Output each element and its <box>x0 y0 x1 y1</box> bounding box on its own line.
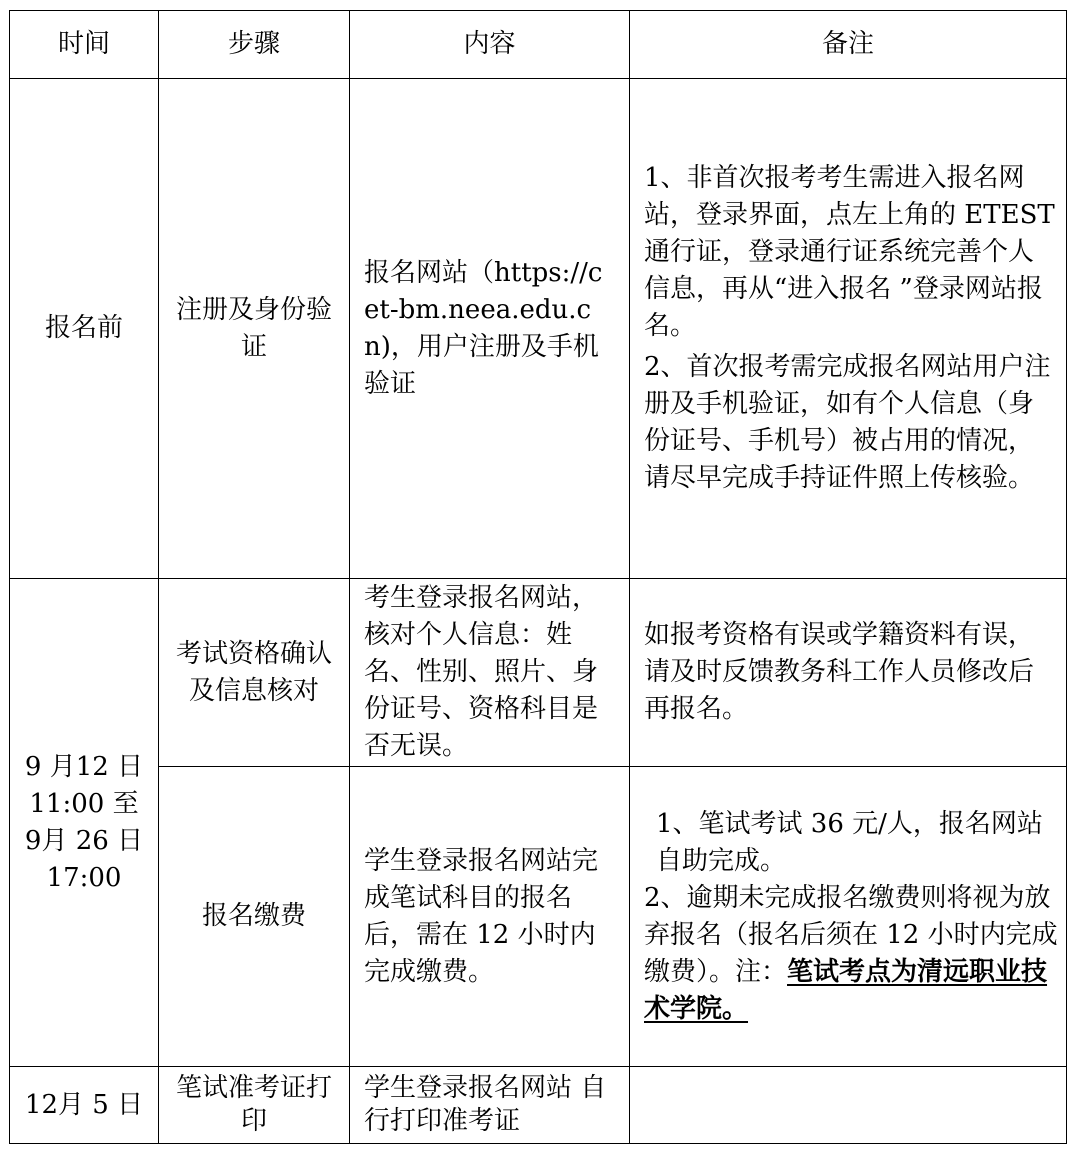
row2-content: 考生登录报名网站，核对个人信息：姓名、性别、照片、身份证号、资格科目是否无误。 <box>350 579 630 767</box>
table-row <box>10 1067 1067 1144</box>
header-content: 内容 <box>350 11 630 79</box>
row1-step: 注册及身份验证 <box>159 79 350 579</box>
row1-remark-item-1: 1、非首次报考考生需进入报名网站，登录界面，点左上角的 ETEST 通行证，登录通行证系统完善个人信息，再从“进入报名 ”登录网站报名。 <box>644 163 1055 341</box>
header-remark: 备注 <box>630 11 1067 79</box>
row2-step: 考试资格确认及信息核对 <box>159 579 350 767</box>
header-time: 时间 <box>10 11 159 79</box>
row4-content: 学生登录报名网站 自行打印准考证 <box>350 1067 630 1144</box>
row3-remark-item-2: 2、逾期未完成报名缴费则将视为放弃报名（报名后须在 12 小时内完成缴费）。注：笔试考点为清远职业技术学院。 <box>644 882 1058 1024</box>
row4-step: 笔试准考证打印 <box>159 1067 350 1144</box>
table-row <box>10 579 1067 767</box>
row3-remark-item-1: 1、笔试考试 36 元/人，报名网站自助完成。 <box>656 808 1043 876</box>
row1-remark <box>630 79 1067 579</box>
row3-content: 学生登录报名网站完成笔试科目的报名后，需在 12 小时内完成缴费。 <box>350 767 630 1067</box>
row3-remark <box>630 767 1067 1067</box>
header-step: 步骤 <box>159 11 350 79</box>
row4-remark <box>630 1067 1067 1144</box>
row1-time: 报名前 <box>10 79 159 579</box>
row4-time: 12月 5 日 <box>10 1067 159 1144</box>
row2-remark: 如报考资格有误或学籍资料有误，请及时反馈教务科工作人员修改后再报名。 <box>630 579 1067 767</box>
table-row <box>10 79 1067 579</box>
header-row <box>10 11 1067 79</box>
row1-remark-item-2: 2、首次报考需完成报名网站用户注册及手机验证，如有个人信息（身份证号、手机号）被占用的情况，请尽早完成手持证件照上传核验。 <box>644 352 1051 493</box>
row3-step: 报名缴费 <box>159 767 350 1067</box>
exam-venue-note: 笔试考点为清远职业技术学院。 <box>644 956 1048 1024</box>
row1-content: 报名网站（https://cet-bm.neea.edu.cn)，用户注册及手机验证 <box>350 79 630 579</box>
row2-time: 9 月12 日 11:00 至 9月 26 日 17:00 <box>10 579 159 1067</box>
table-row <box>10 767 1067 1067</box>
exam-registration-table <box>9 10 1067 1144</box>
